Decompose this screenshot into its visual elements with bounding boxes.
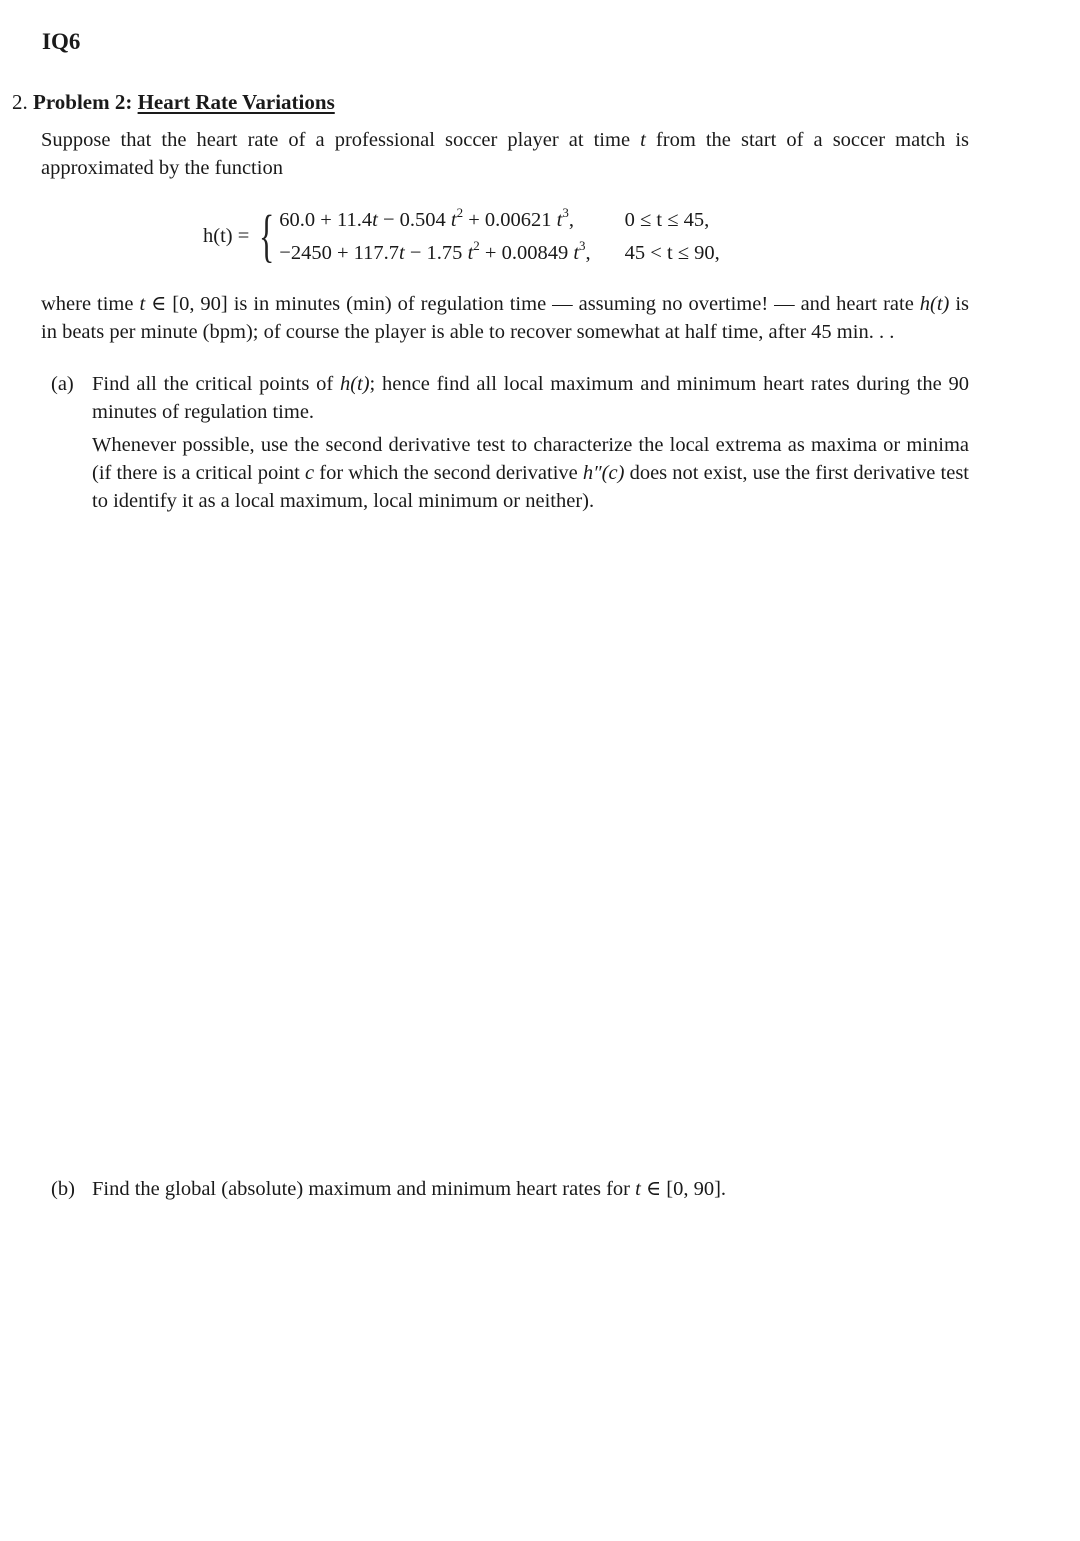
text-segment: 3 (579, 237, 586, 253)
text-segment: t (139, 293, 146, 315)
text-segment: 2 (473, 237, 480, 253)
text-segment: c (305, 462, 315, 484)
text-segment: ; hence find all local maximum and minimum heart rates during the 90 minutes of regulation time. (92, 373, 969, 423)
part-a-question (92, 370, 969, 426)
text-segment: t (467, 241, 474, 264)
text: Suppose that the heart rate of a professional soccer player at time (41, 129, 641, 151)
left-brace: { (259, 203, 275, 268)
problem-name: Heart Rate Variations (137, 90, 335, 114)
text-segment: h(t) (339, 373, 370, 395)
text-segment: + 0.00849 (479, 241, 569, 264)
text-segment: does not exist, use the first derivative test to identify it as a local maximum, local minimum or neither). (92, 462, 970, 512)
piecewise-equation (203, 204, 1080, 268)
condition-1: 0 ≤ t ≤ 45, (624, 208, 710, 231)
text-segment: Whenever possible, use the second derivative test to characterize the local extrema as maxima or minima (if there is a critical point (92, 434, 969, 484)
page-title: IQ6 (42, 29, 81, 54)
problem-heading (12, 88, 1080, 116)
text-segment: t (573, 241, 580, 264)
text-segment: , (568, 208, 574, 231)
part-a-label: (a) (51, 373, 74, 395)
text-segment: t (372, 208, 378, 231)
part-b (51, 1175, 969, 1203)
equation-row-2 (279, 239, 590, 267)
text-segment: − 0.504 (377, 208, 446, 231)
condition-2: 45 < t ≤ 90, (624, 241, 720, 264)
text-segment: t (450, 208, 457, 231)
intro-paragraph (41, 126, 969, 182)
part-a-instructions (92, 431, 969, 515)
problem-prefix: Problem 2: (33, 90, 133, 114)
text-segment: t (635, 1178, 641, 1200)
math-var: t (640, 129, 646, 151)
text-segment: h″(c) (582, 462, 625, 484)
text-segment: 3 (562, 204, 569, 220)
problem-number: 2. (12, 90, 28, 114)
text-segment: ∈ [0, 90]. (640, 1178, 727, 1200)
text-segment: 2 (456, 204, 464, 220)
equation-cases (279, 206, 720, 267)
text-segment: Find the global (absolute) maximum and minimum heart rates for (92, 1178, 636, 1200)
text-segment: −2450 + 117.7 (279, 241, 400, 264)
text-segment: + 0.00621 (463, 208, 552, 231)
text-segment: t (399, 241, 405, 264)
text-segment: Find all the critical points of (92, 373, 340, 395)
text-segment: t (556, 208, 563, 231)
equation-lhs: h(t) = (203, 224, 250, 247)
text-segment: h(t) (919, 293, 950, 315)
part-a (51, 370, 969, 515)
explanation-paragraph (41, 290, 969, 346)
equation-row-1 (279, 206, 590, 234)
text-segment: ∈ [0, 90] is in minutes (min) of regulation time — assuming no overtime! — and heart rate (145, 293, 920, 315)
text: from the start of a soccer match is approximated by the function (41, 129, 969, 179)
text-segment: 60.0 + 11.4 (279, 208, 373, 231)
part-b-label: (b) (51, 1178, 75, 1200)
part-b-question (92, 1175, 969, 1203)
text-segment: for which the second derivative (314, 462, 583, 484)
text-segment: − 1.75 (404, 241, 463, 264)
part-a-body (92, 370, 969, 515)
text-segment: , (585, 241, 591, 264)
text-segment: where time (41, 293, 140, 315)
text-segment: is in beats per minute (bpm); of course the player is able to recover somewhat at half time, after 45 min. . . (41, 293, 970, 343)
